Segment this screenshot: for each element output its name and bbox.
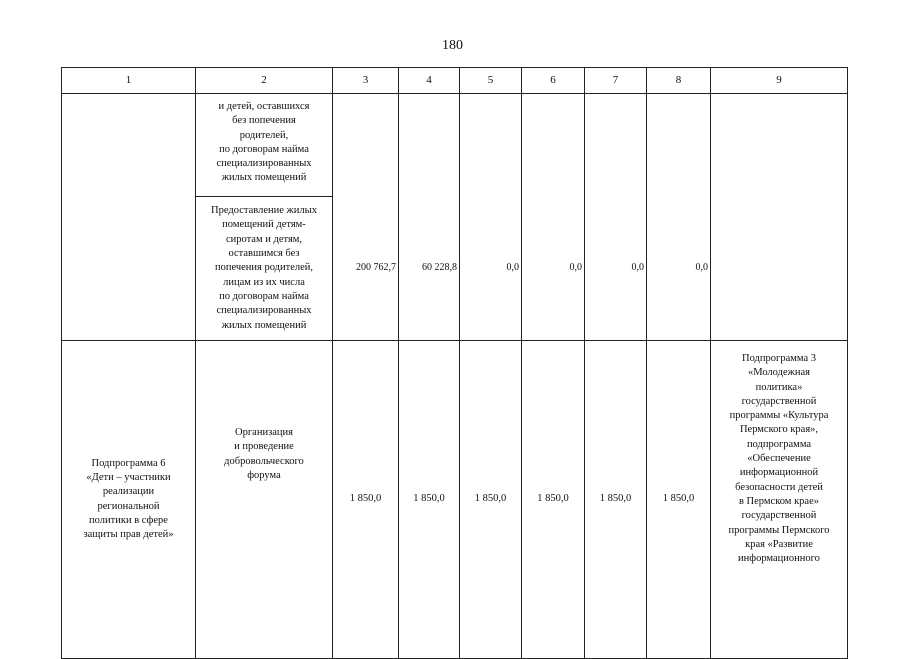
row3-value-6: 1 850,0 [522, 341, 585, 659]
header-col-4: 4 [399, 68, 460, 94]
row3-value-5: 1 850,0 [460, 341, 522, 659]
table-row [62, 341, 848, 659]
row2-value-6: 0,0 [522, 197, 585, 341]
row1-col6-cell [522, 94, 585, 197]
header-row [62, 68, 848, 94]
row1-col7-cell [585, 94, 647, 197]
row3-col9-cell: Подпрограмма 3 «Молодежная политика» государственной программы «Культура Пермского края», подпрограмма «Обеспечение информационной безопасности детей в Пермском крае» государственной программы Пермского края «Развитие информационного [711, 341, 848, 659]
row3-value-4: 1 850,0 [399, 341, 460, 659]
header-col-1: 1 [62, 68, 196, 94]
header-col-8: 8 [647, 68, 711, 94]
row3-subprogram-cell: Подпрограмма 6 «Дети – участники реализации региональной политики в сфере защиты прав детей» [62, 341, 196, 659]
header-col-5: 5 [460, 68, 522, 94]
header-col-7: 7 [585, 68, 647, 94]
row1-col5-cell [460, 94, 522, 197]
row1-col9-cell [711, 94, 848, 341]
row2-value-4: 60 228,8 [399, 197, 460, 341]
row2-col2-cell: Предоставление жилых помещений детям- сиротам и детям, оставшимся без попечения родителей, лицам из их числа по договорам найма специализированных жилых помещений [196, 197, 333, 341]
row3-value-3: 1 850,0 [333, 341, 399, 659]
row1-col3-cell [333, 94, 399, 197]
header-col-9: 9 [711, 68, 848, 94]
row1-col4-cell [399, 94, 460, 197]
row2-value-8: 0,0 [647, 197, 711, 341]
header-col-6: 6 [522, 68, 585, 94]
row2-value-5: 0,0 [460, 197, 522, 341]
row1-col1-cell [62, 94, 196, 341]
row2-value-7: 0,0 [585, 197, 647, 341]
row1-col8-cell [647, 94, 711, 197]
row3-col2-cell: Организация и проведение добровольческого форума [196, 341, 333, 659]
program-table [61, 67, 848, 659]
row1-col2-cell: и детей, оставшихся без попечения родителей, по договорам найма специализированных жилых помещений [196, 94, 333, 197]
row3-value-8: 1 850,0 [647, 341, 711, 659]
table-row [62, 94, 848, 197]
header-col-2: 2 [196, 68, 333, 94]
row2-value-3: 200 762,7 [333, 197, 399, 341]
page-number: 180 [442, 38, 463, 53]
row3-value-7: 1 850,0 [585, 341, 647, 659]
header-col-3: 3 [333, 68, 399, 94]
